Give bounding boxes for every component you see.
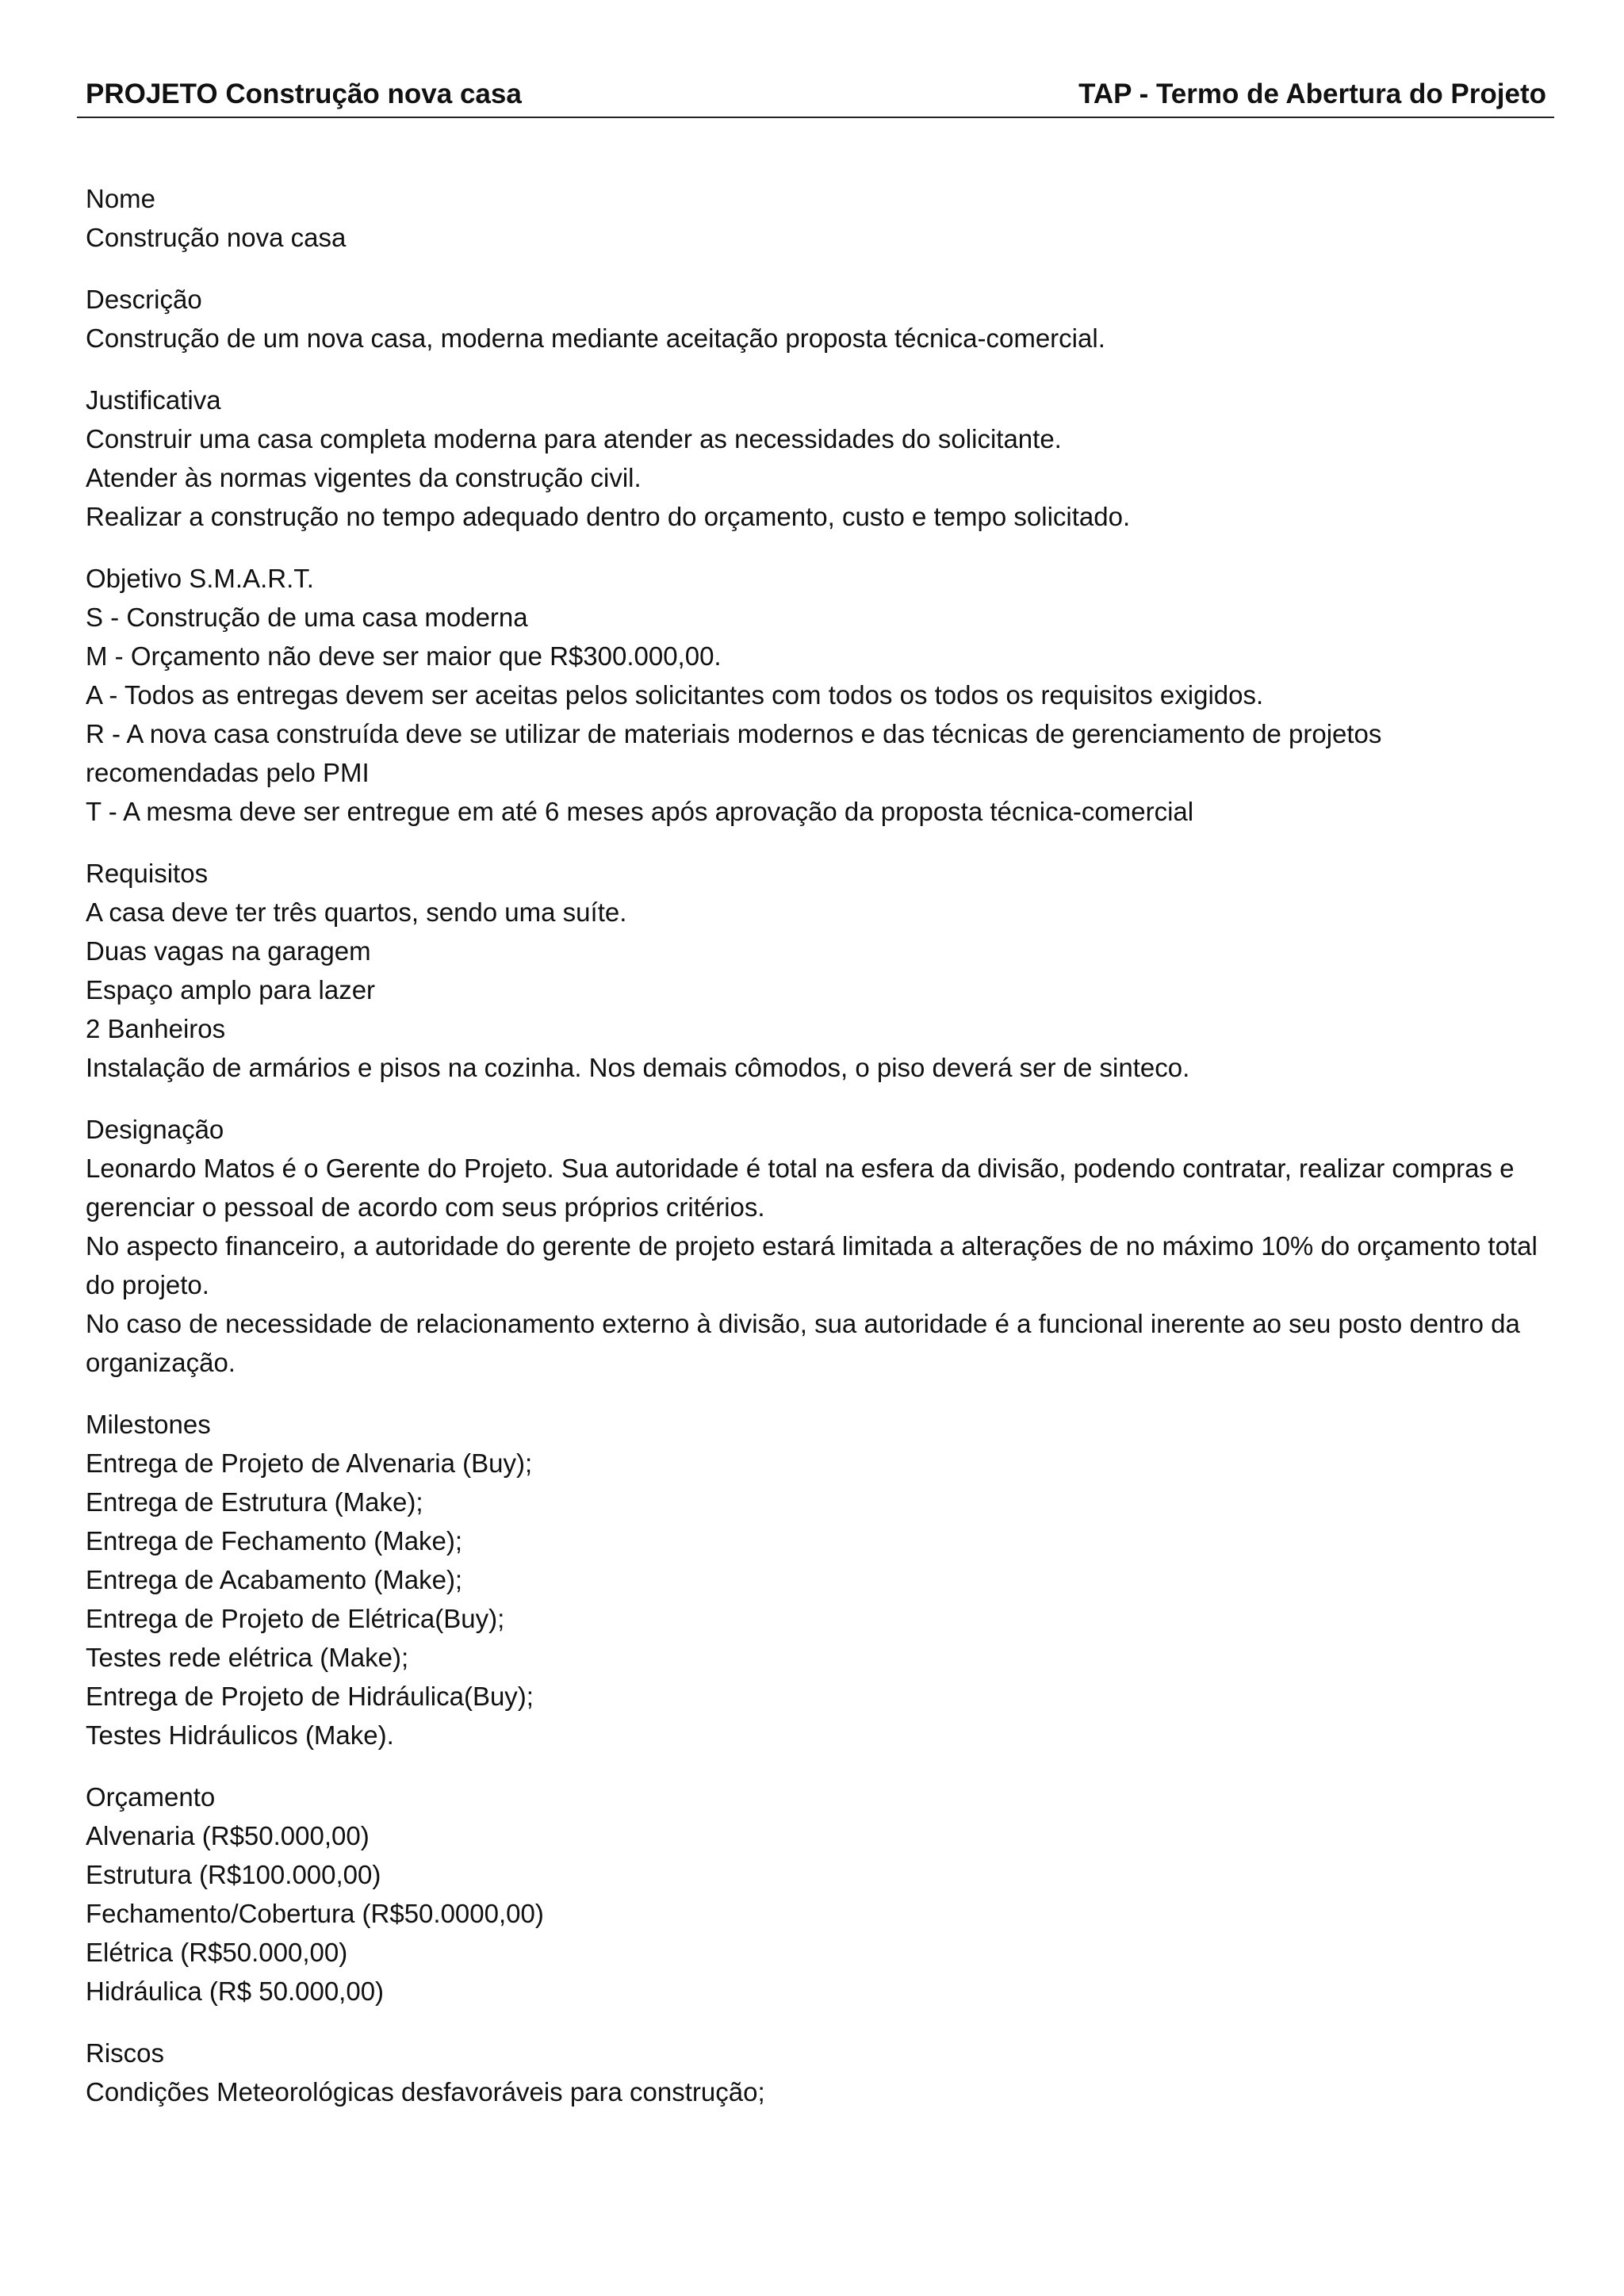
document-body	[86, 179, 1545, 2134]
section-line: Condições Meteorológicas desfavoráveis para construção;	[86, 2077, 765, 2107]
section-title: Riscos	[86, 2038, 165, 2068]
section-line: Elétrica (R$50.000,00)	[86, 1938, 348, 1967]
section-lines	[86, 1149, 1545, 1382]
section-line: Entrega de Projeto de Alvenaria (Buy);	[86, 1448, 533, 1478]
section-lines	[86, 893, 1545, 1087]
section-descricao	[86, 280, 1545, 358]
section-requisitos	[86, 854, 1545, 1087]
section-line: Espaço amplo para lazer	[86, 975, 376, 1004]
section-title: Objetivo S.M.A.R.T.	[86, 564, 314, 593]
section-riscos	[86, 2034, 1545, 2111]
section-lines	[86, 598, 1545, 831]
section-lines	[86, 218, 1545, 257]
section-line: Realizar a construção no tempo adequado dentro do orçamento, custo e tempo solicitado.	[86, 502, 1131, 531]
section-line: Alvenaria (R$50.000,00)	[86, 1821, 370, 1850]
section-line: No aspecto financeiro, a autoridade do gerente de projeto estará limitada a alterações de no máximo 10% do orçamento total do projeto.	[86, 1231, 1538, 1299]
section-designacao	[86, 1110, 1545, 1382]
section-line: Construção de um nova casa, moderna mediante aceitação proposta técnica-comercial.	[86, 323, 1105, 353]
section-orcamento	[86, 1777, 1545, 2011]
section-line: Entrega de Fechamento (Make);	[86, 1526, 463, 1556]
page-header	[77, 75, 1554, 118]
section-lines	[86, 2072, 1545, 2111]
section-title: Descrição	[86, 285, 202, 314]
section-line: T - A mesma deve ser entregue em até 6 meses após aprovação da proposta técnica-comercial	[86, 797, 1194, 826]
section-line: Hidráulica (R$ 50.000,00)	[86, 1976, 385, 2006]
section-lines	[86, 1816, 1545, 2011]
section-line: Construção nova casa	[86, 223, 347, 252]
section-line: Testes Hidráulicos (Make).	[86, 1720, 394, 1750]
section-nome	[86, 179, 1545, 257]
section-line: M - Orçamento não deve ser maior que R$300.000,00.	[86, 641, 722, 671]
section-lines	[86, 1444, 1545, 1755]
section-line: Testes rede elétrica (Make);	[86, 1643, 409, 1672]
section-line: Construir uma casa completa moderna para atender as necessidades do solicitante.	[86, 424, 1062, 453]
section-title: Milestones	[86, 1410, 211, 1439]
section-line: Duas vagas na garagem	[86, 936, 371, 966]
section-line: Estrutura (R$100.000,00)	[86, 1860, 381, 1889]
section-milestones	[86, 1405, 1545, 1755]
section-line: Leonardo Matos é o Gerente do Projeto. Sua autoridade é total na esfera da divisão, podendo contratar, realizar compras e gerenciar o pessoal de acordo com seus próprios critérios.	[86, 1154, 1515, 1222]
section-title: Justificativa	[86, 385, 221, 415]
section-title: Nome	[86, 184, 156, 213]
header-project-title: PROJETO Construção nova casa	[86, 78, 522, 109]
section-lines	[86, 319, 1545, 358]
section-justificativa	[86, 381, 1545, 536]
section-line: Instalação de armários e pisos na cozinha. Nos demais cômodos, o piso deverá ser de sinteco.	[86, 1053, 1190, 1082]
section-title: Orçamento	[86, 1782, 216, 1812]
section-line: Entrega de Projeto de Hidráulica(Buy);	[86, 1682, 534, 1711]
header-document-type: TAP - Termo de Abertura do Projeto	[1078, 78, 1546, 109]
section-line: Entrega de Estrutura (Make);	[86, 1487, 423, 1517]
section-line: Entrega de Projeto de Elétrica(Buy);	[86, 1604, 505, 1633]
section-line: A - Todos as entregas devem ser aceitas pelos solicitantes com todos os todos os requisitos exigidos.	[86, 680, 1264, 710]
section-objetivo-s-m-a-r-t	[86, 559, 1545, 831]
section-line: Entrega de Acabamento (Make);	[86, 1565, 463, 1594]
section-lines	[86, 419, 1545, 536]
section-line: S - Construção de uma casa moderna	[86, 603, 528, 632]
section-line: Fechamento/Cobertura (R$50.0000,00)	[86, 1899, 544, 1928]
section-line: Atender às normas vigentes da construção civil.	[86, 463, 642, 492]
section-line: A casa deve ter três quartos, sendo uma suíte.	[86, 897, 627, 927]
section-title: Requisitos	[86, 859, 209, 888]
section-line: 2 Banheiros	[86, 1014, 226, 1043]
section-title: Designação	[86, 1115, 224, 1144]
section-line: No caso de necessidade de relacionamento externo à divisão, sua autoridade é a funcional inerente ao seu posto dentro da organização.	[86, 1309, 1520, 1377]
section-line: R - A nova casa construída deve se utilizar de materiais modernos e das técnicas de gerenciamento de projetos recomendadas pelo PMI	[86, 719, 1382, 787]
